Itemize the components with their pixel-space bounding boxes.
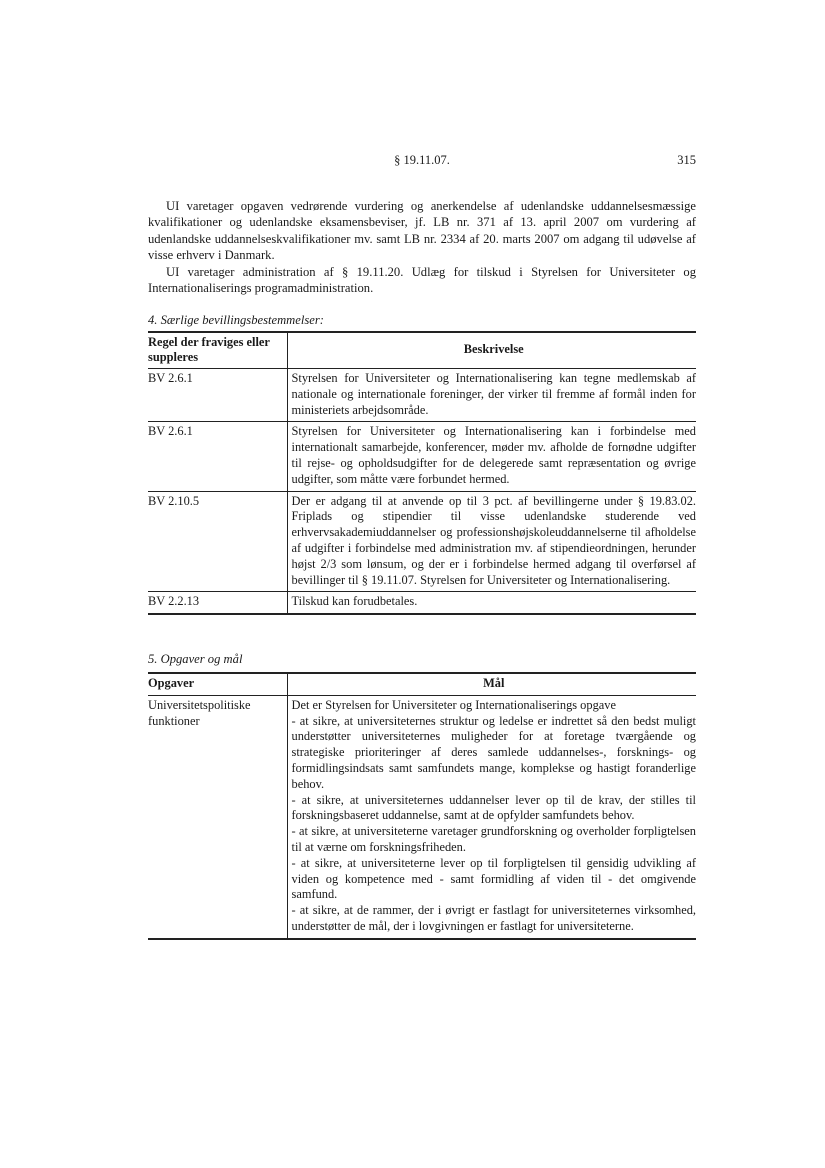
description-cell: Tilskud kan forudbetales. bbox=[287, 592, 696, 614]
goal-item: - at sikre, at universiteterne lever op til forpligtelsen til gensidig udvikling af viden og kompetence med - samt formidling af viden til - det omgivende samfund. bbox=[291, 855, 696, 902]
rule-cell: BV 2.2.13 bbox=[148, 592, 287, 614]
description-cell: Styrelsen for Universiteter og Internationalisering kan i forbindelse med internationalt samarbejde, konferencer, møder mv. afholde de fornødne udgifter til rejse- og opholdsudgifter for de delegerede samt repræsentation og øvrige udgifter, som måtte være forbundet hermed. bbox=[287, 422, 696, 491]
goal-intro: Det er Styrelsen for Universiteter og Internationaliserings opgave bbox=[291, 697, 616, 712]
rule-cell: BV 2.6.1 bbox=[148, 422, 287, 491]
description-column-header: Beskrivelse bbox=[287, 332, 696, 369]
section-reference: § 19.11.07. bbox=[394, 153, 450, 167]
rule-cell: BV 2.10.5 bbox=[148, 491, 287, 592]
task-cell: Universitetspolitiske funktioner bbox=[148, 695, 287, 938]
goal-item: - at sikre, at universiteternes uddannelser lever op til de krav, der stilles til forskningsbaseret uddannelse, samt at de opfylder samfundets behov. bbox=[291, 792, 696, 823]
goal-item: - at sikre, at universiteterne varetager grundforskning og overholder forpligtelsen til at værne om forskningsfriheden. bbox=[291, 824, 696, 854]
page-number: 315 bbox=[677, 153, 696, 167]
tasks-column-header: Opgaver bbox=[148, 673, 287, 695]
section-4-title: 4. Særlige bevillingsbestemmelser: bbox=[148, 313, 324, 327]
description-cell: Styrelsen for Universiteter og Internationalisering kan tegne medlemskab af nationale og internationale foreninger, der virker til fremme af formål inden for ministeriets arbejdsområde. bbox=[287, 369, 696, 422]
goals-cell bbox=[287, 695, 696, 938]
page-header bbox=[148, 153, 696, 169]
description-cell: Der er adgang til at anvende op til 3 pct. af bevillingerne under § 19.83.02. Friplads og stipendier til visse udenlandske studerende ved erhvervsakademiuddannelser og professionshøjskoleuddannelserne til afholdelse af udgifter i forbindelse med administration mv. af stipendieordningen, herunder højst 2/3 som lønsum, og der er i forbindelse hermed adgang til overførsel af bevillinger til § 19.11.07. Styrelsen for Universiteter og Internationalisering. bbox=[287, 491, 696, 592]
goal-item: - at sikre, at universiteternes struktur og ledelse er indrettet så den bedst muligt understøtter universiteternes muligheder for at foretage tværgående og strategiske prioriteringer af deres samlede uddannelses-, forsknings- og formidlingsindsats samt samfundets mange, komplekse og hastigt foranderlige behov. bbox=[291, 713, 696, 791]
intro-text bbox=[148, 198, 696, 296]
rule-cell: BV 2.6.1 bbox=[148, 369, 287, 422]
intro-paragraph-2: UI varetager administration af § 19.11.20. Udlæg for tilskud i Styrelsen for Universiteter og Internationaliserings programadministration. bbox=[148, 264, 696, 296]
tasks-goals-table bbox=[148, 672, 696, 940]
goals-column-header: Mål bbox=[287, 673, 696, 695]
goal-item: - at sikre, at de rammer, der i øvrigt er fastlagt for universiteternes virksomhed, understøtter de mål, der i lovgivningen er fastlagt for universiteterne. bbox=[291, 903, 696, 933]
section-5-title: 5. Opgaver og mål bbox=[148, 652, 243, 666]
appropriation-rules-table bbox=[148, 331, 696, 615]
rule-column-header: Regel der fraviges eller suppleres bbox=[148, 332, 287, 369]
intro-paragraph-1: UI varetager opgaven vedrørende vurdering og anerkendelse af udenlandske uddannelsesmæssige kvalifikationer og udenlandske eksamensbeviser, jf. LB nr. 371 af 13. april 2007 om vurdering af udenlandske uddannelseskvalifikationer mv. samt LB nr. 2334 af 20. marts 2007 om adgang til udøvelse af visse erhverv i Danmark. bbox=[148, 199, 696, 263]
